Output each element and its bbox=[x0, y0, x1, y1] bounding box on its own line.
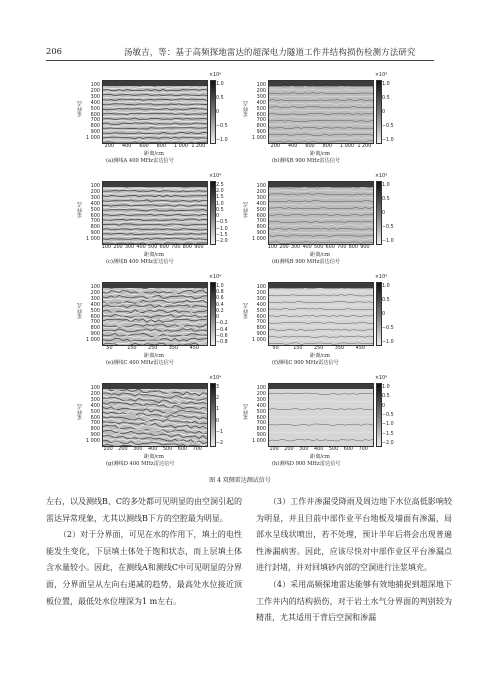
radargram-plot bbox=[102, 383, 208, 447]
x-tick-label: 150 bbox=[127, 345, 137, 351]
y-tick-label: 200 bbox=[256, 289, 266, 296]
colorbar-tick-label: −0.5 bbox=[382, 225, 394, 230]
x-tick-label: 100 bbox=[269, 446, 279, 452]
x-tick-label: 200 bbox=[284, 446, 294, 452]
y-tick-label: 300 bbox=[256, 194, 266, 201]
colorbar-tick-label: −1.0 bbox=[382, 422, 394, 428]
radar-panel-c bbox=[76, 171, 236, 271]
colorbar-tick-label: 0.5 bbox=[216, 207, 224, 213]
x-tick-label: 250 bbox=[314, 345, 324, 351]
y-tick-label: 500 bbox=[256, 307, 266, 314]
y-axis-label: 采样点 bbox=[77, 303, 83, 319]
colorbar-tick-label: 1.0 bbox=[216, 201, 224, 207]
x-tick-label: 900 bbox=[360, 244, 370, 250]
y-tick-label: 900 bbox=[256, 331, 266, 338]
radargram-image bbox=[103, 283, 207, 345]
header-rule bbox=[46, 60, 434, 61]
x-tick-label: 500 bbox=[162, 446, 173, 452]
colorbar-exponent: ×10⁴ bbox=[209, 174, 222, 179]
colorbar-tick-label: 0 bbox=[382, 110, 386, 115]
colorbar-tick-label: 2.0 bbox=[216, 189, 224, 195]
y-tick-label: 1 000 bbox=[251, 337, 266, 344]
x-tick-label: 500 bbox=[328, 446, 339, 452]
y-tick-label: 600 bbox=[90, 313, 100, 320]
colorbar-tick-label: −0.8 bbox=[216, 340, 228, 345]
y-tick-label: 500 bbox=[256, 408, 266, 415]
y-tick-label: 1 000 bbox=[251, 236, 266, 243]
y-tick-label: 500 bbox=[90, 307, 100, 314]
colorbar-tick-label: −0.2 bbox=[216, 321, 228, 327]
x-axis-label: 距离/cm bbox=[310, 151, 330, 157]
y-tick-label: 900 bbox=[256, 129, 266, 136]
colorbar-exponent: ×10⁴ bbox=[375, 376, 388, 381]
y-axis-label: 采样点 bbox=[77, 101, 83, 117]
y-tick-label: 400 bbox=[256, 99, 266, 106]
x-tick-label: 800 bbox=[156, 143, 166, 149]
x-tick-label: 50 bbox=[106, 345, 113, 351]
panel-caption: (c)测线B 400 MHz雷达信号 bbox=[106, 259, 174, 265]
colorbar-tick-label: 1.0 bbox=[382, 284, 390, 289]
radargram-plot bbox=[268, 181, 374, 245]
x-axis-label: 距离/cm bbox=[144, 151, 164, 157]
paragraph: （2）对于分界面，可见在水的作用下，填土的电性能发生变化，下层填土体处于饱和状态，而上层填土体含水量较小。因此，在测线A和测线C中可见明显的分界面，分界面呈从左向右递减的趋势，最高处水位接近顶板位置，最低处水位埋深为1 m左右。 bbox=[46, 530, 242, 606]
colorbar-tick-label: −1.0 bbox=[382, 138, 394, 143]
colorbar-tick-label: 0 bbox=[216, 110, 220, 115]
colorbar-tick-label: 0 bbox=[382, 403, 386, 409]
y-tick-label: 100 bbox=[90, 284, 100, 290]
x-tick-label: 600 bbox=[177, 446, 188, 452]
colorbar-tick-label: −1.0 bbox=[382, 340, 394, 345]
y-tick-label: 1 000 bbox=[251, 438, 266, 445]
x-tick-label: 700 bbox=[337, 244, 347, 250]
x-tick-label: 600 bbox=[159, 244, 169, 250]
y-tick-label: 200 bbox=[256, 390, 266, 397]
colorbar-tick-label: 0.5 bbox=[382, 96, 390, 101]
x-tick-label: 300 bbox=[124, 244, 135, 250]
radargram-image bbox=[103, 182, 207, 244]
y-tick-label: 200 bbox=[90, 289, 100, 296]
x-tick-label: 150 bbox=[293, 345, 303, 351]
y-tick-label: 400 bbox=[90, 301, 100, 308]
radar-panel-g bbox=[76, 373, 236, 473]
panel-caption: (d)测线B 900 MHz雷达信号 bbox=[272, 259, 341, 265]
y-tick-label: 300 bbox=[90, 194, 100, 201]
y-tick-label: 800 bbox=[256, 224, 266, 231]
y-tick-label: 1 000 bbox=[85, 337, 100, 344]
x-tick-label: 400 bbox=[288, 143, 298, 149]
radargram-image bbox=[269, 384, 373, 446]
y-tick-label: 800 bbox=[256, 325, 266, 332]
radar-panel-f bbox=[242, 272, 402, 372]
y-tick-label: 700 bbox=[256, 420, 266, 427]
y-tick-label: 300 bbox=[256, 396, 266, 403]
y-axis-label: 采样点 bbox=[243, 202, 249, 218]
x-tick-label: 450 bbox=[355, 345, 365, 351]
y-tick-label: 700 bbox=[90, 117, 100, 124]
panel-caption: (b)测线B 900 MHz雷达信号 bbox=[272, 158, 341, 164]
x-tick-label: 700 bbox=[358, 446, 368, 452]
x-tick-label: 200 bbox=[279, 244, 289, 250]
paragraph: （3）工作井渗漏受降雨及周边地下水位高低影响较为明显，并且目前中部作业平台地板及墙面有渗漏，局部水呈线状喷出，若不处理，预计半年后将会出现普遍性渗漏病害。因此，应该尽快对中部作业区平台渗漏点进行封堵，并对回填砂内部的空洞进行注浆填充。 bbox=[256, 497, 452, 573]
colorbar-tick-label: 1.0 bbox=[382, 183, 390, 188]
colorbar-tick-label: −1.0 bbox=[216, 138, 228, 143]
y-tick-label: 800 bbox=[90, 325, 100, 332]
y-tick-label: 100 bbox=[256, 183, 266, 189]
colorbar-tick-label: −1 bbox=[216, 429, 224, 435]
y-tick-label: 500 bbox=[256, 206, 266, 213]
colorbar-tick-label: 0 bbox=[216, 418, 220, 424]
colorbar-tick-label: 0.5 bbox=[382, 394, 390, 400]
panel-caption: (g)测线D 400 MHz雷达信号 bbox=[106, 461, 175, 467]
colorbar-exponent: ×10⁴ bbox=[209, 73, 222, 78]
colorbar-tick-label: 0.2 bbox=[216, 308, 224, 314]
radargram-plot bbox=[268, 282, 374, 346]
y-tick-label: 600 bbox=[90, 414, 100, 421]
x-tick-label: 350 bbox=[168, 345, 179, 351]
colorbar-tick-label: 0.5 bbox=[382, 197, 390, 202]
y-tick-label: 1 000 bbox=[85, 135, 100, 142]
y-tick-label: 100 bbox=[256, 82, 266, 88]
x-tick-label: 1 200 bbox=[191, 143, 206, 149]
radar-panel-e bbox=[76, 272, 236, 372]
x-tick-label: 400 bbox=[136, 244, 146, 250]
panel-caption: (f)测线C 900 MHz雷达信号 bbox=[272, 360, 339, 366]
colorbar-tick-label: 1.0 bbox=[382, 82, 390, 87]
radargram-image bbox=[269, 283, 373, 345]
y-tick-label: 900 bbox=[256, 230, 266, 237]
colorbar bbox=[210, 383, 216, 447]
colorbar-tick-label: 1 bbox=[216, 407, 220, 413]
y-tick-label: 300 bbox=[256, 295, 266, 302]
y-tick-label: 400 bbox=[256, 402, 266, 409]
y-tick-label: 600 bbox=[256, 111, 266, 118]
y-tick-label: 100 bbox=[256, 385, 266, 391]
colorbar-tick-label: 1.0 bbox=[382, 385, 390, 390]
y-tick-label: 500 bbox=[90, 105, 100, 112]
y-tick-label: 400 bbox=[90, 99, 100, 106]
y-tick-label: 1 000 bbox=[251, 135, 266, 142]
y-tick-label: 500 bbox=[90, 206, 100, 213]
x-tick-label: 400 bbox=[302, 244, 312, 250]
colorbar-exponent: ×10⁴ bbox=[209, 376, 222, 381]
colorbar-tick-label: −1.5 bbox=[216, 232, 228, 238]
x-tick-label: 400 bbox=[148, 446, 158, 452]
radargram-image bbox=[103, 81, 207, 143]
colorbar-tick-label: −0.5 bbox=[382, 326, 394, 331]
x-tick-label: 300 bbox=[290, 244, 301, 250]
x-tick-label: 1 000 bbox=[174, 143, 189, 149]
y-tick-label: 900 bbox=[90, 129, 100, 136]
y-tick-label: 500 bbox=[90, 408, 100, 415]
colorbar-tick-label: −2.0 bbox=[382, 441, 394, 446]
x-tick-label: 200 bbox=[270, 143, 280, 149]
y-tick-label: 800 bbox=[256, 123, 266, 130]
x-axis-label: 距离/cm bbox=[310, 454, 330, 460]
radargram-plot bbox=[102, 282, 208, 346]
colorbar-tick-label: −0.5 bbox=[382, 413, 394, 418]
x-tick-label: 100 bbox=[101, 244, 112, 250]
x-tick-label: 100 bbox=[103, 446, 113, 452]
radargram-plot bbox=[102, 181, 208, 245]
y-tick-label: 700 bbox=[90, 420, 100, 427]
x-tick-label: 200 bbox=[113, 244, 123, 250]
x-tick-label: 300 bbox=[299, 446, 309, 452]
y-tick-label: 800 bbox=[90, 426, 100, 433]
x-axis-label: 距离/cm bbox=[144, 454, 164, 460]
colorbar-tick-label: 0 bbox=[216, 315, 220, 321]
x-tick-label: 600 bbox=[139, 143, 149, 149]
x-tick-label: 700 bbox=[192, 446, 202, 452]
colorbar-tick-label: −0.5 bbox=[216, 220, 228, 226]
y-tick-label: 200 bbox=[90, 87, 100, 94]
x-tick-label: 250 bbox=[148, 345, 158, 351]
y-tick-label: 300 bbox=[90, 93, 100, 100]
radar-panel-a bbox=[76, 70, 236, 170]
y-tick-label: 700 bbox=[90, 319, 100, 326]
x-tick-label: 600 bbox=[343, 446, 354, 452]
radar-panel-h bbox=[242, 373, 402, 473]
x-tick-label: 1 000 bbox=[340, 143, 355, 149]
x-tick-label: 1 200 bbox=[357, 143, 372, 149]
paragraph: 左右，以及测线B、C的多处都可见明显的由空洞引起的雷达异常现象，尤其以测线B下方的空腔最为明显。 bbox=[46, 497, 242, 523]
y-tick-label: 1 000 bbox=[85, 438, 100, 445]
y-tick-label: 300 bbox=[256, 93, 266, 100]
x-tick-label: 500 bbox=[148, 244, 158, 250]
y-tick-label: 100 bbox=[90, 183, 100, 189]
y-axis-label: 采样点 bbox=[243, 303, 249, 319]
panel-caption: (h)测线D 900 MHz雷达信号 bbox=[272, 461, 341, 467]
colorbar-tick-label: 3 bbox=[216, 385, 220, 390]
x-tick-label: 200 bbox=[104, 143, 114, 149]
colorbar-tick-label: −2 bbox=[216, 441, 224, 446]
colorbar-tick-label: −1.0 bbox=[382, 239, 394, 244]
x-tick-label: 600 bbox=[325, 244, 335, 250]
radargram-image bbox=[103, 384, 207, 446]
colorbar-tick-label: 0.8 bbox=[216, 290, 224, 296]
body-column-right bbox=[256, 494, 452, 627]
y-tick-label: 300 bbox=[90, 295, 100, 302]
colorbar-tick-label: 0.5 bbox=[216, 96, 224, 101]
y-tick-label: 900 bbox=[256, 432, 266, 439]
colorbar-tick-label: −1.5 bbox=[382, 431, 394, 437]
y-axis-label: 采样点 bbox=[243, 404, 249, 420]
y-tick-label: 200 bbox=[256, 188, 266, 195]
y-axis-label: 采样点 bbox=[77, 404, 83, 420]
x-tick-label: 300 bbox=[133, 446, 143, 452]
colorbar-tick-label: 2.5 bbox=[216, 183, 224, 188]
y-tick-label: 600 bbox=[256, 414, 266, 421]
colorbar-tick-label: 1.5 bbox=[216, 195, 224, 201]
radargram-image bbox=[269, 81, 373, 143]
y-tick-label: 500 bbox=[256, 105, 266, 112]
y-tick-label: 800 bbox=[90, 123, 100, 130]
radargram-plot bbox=[268, 383, 374, 447]
y-tick-label: 600 bbox=[90, 111, 100, 118]
y-tick-label: 300 bbox=[90, 396, 100, 403]
x-axis-label: 距离/cm bbox=[310, 353, 330, 359]
y-tick-label: 100 bbox=[90, 82, 100, 88]
running-head: 汤敏吉，等：基于高频探地雷达的超深电力隧道工作井结构损伤检测方法研究 bbox=[124, 47, 416, 57]
y-tick-label: 900 bbox=[90, 230, 100, 237]
y-tick-label: 700 bbox=[90, 218, 100, 225]
radar-panel-d bbox=[242, 171, 402, 271]
colorbar-tick-label: −1.0 bbox=[216, 226, 228, 232]
y-tick-label: 200 bbox=[90, 390, 100, 397]
y-tick-label: 200 bbox=[256, 87, 266, 94]
x-tick-label: 800 bbox=[322, 143, 332, 149]
colorbar-tick-label: 1.0 bbox=[216, 284, 224, 289]
colorbar-tick-label: 0 bbox=[382, 312, 386, 317]
colorbar-tick-label: −0.5 bbox=[216, 124, 228, 129]
y-tick-label: 800 bbox=[90, 224, 100, 231]
x-tick-label: 50 bbox=[272, 345, 279, 351]
x-tick-label: 350 bbox=[334, 345, 345, 351]
y-tick-label: 600 bbox=[90, 212, 100, 219]
x-axis-label: 距离/cm bbox=[310, 252, 330, 258]
y-tick-label: 600 bbox=[256, 313, 266, 320]
y-tick-label: 400 bbox=[256, 301, 266, 308]
radargram-plot bbox=[268, 80, 374, 144]
y-tick-label: 700 bbox=[256, 117, 266, 124]
colorbar-tick-label: −0.6 bbox=[216, 333, 228, 339]
figure-caption: 图 4 双侧雷达测试信号 bbox=[209, 477, 271, 484]
y-tick-label: 900 bbox=[90, 331, 100, 338]
y-tick-label: 700 bbox=[256, 218, 266, 225]
y-tick-label: 100 bbox=[90, 385, 100, 391]
colorbar-exponent: ×10⁴ bbox=[209, 275, 222, 280]
colorbar-tick-label: 2 bbox=[216, 396, 220, 402]
radar-panel-b bbox=[242, 70, 402, 170]
colorbar-exponent: ×10⁴ bbox=[375, 275, 388, 280]
y-tick-label: 400 bbox=[90, 402, 100, 409]
y-tick-label: 600 bbox=[256, 212, 266, 219]
colorbar-tick-label: 0.4 bbox=[216, 302, 224, 308]
panel-caption: (e)测线C 400 MHz雷达信号 bbox=[106, 360, 174, 366]
colorbar-tick-label: −0.5 bbox=[382, 124, 394, 129]
x-tick-label: 900 bbox=[194, 244, 204, 250]
colorbar-tick-label: 0.6 bbox=[216, 296, 224, 302]
y-tick-label: 100 bbox=[256, 284, 266, 290]
colorbar-tick-label: 0.5 bbox=[382, 298, 390, 303]
page-header bbox=[46, 46, 434, 60]
y-tick-label: 700 bbox=[256, 319, 266, 326]
page-number: 206 bbox=[46, 46, 62, 56]
x-tick-label: 600 bbox=[305, 143, 315, 149]
y-tick-label: 800 bbox=[256, 426, 266, 433]
x-tick-label: 800 bbox=[182, 244, 192, 250]
radargram-plot bbox=[102, 80, 208, 144]
x-tick-label: 200 bbox=[118, 446, 128, 452]
colorbar-exponent: ×10⁴ bbox=[375, 73, 388, 78]
y-tick-label: 200 bbox=[90, 188, 100, 195]
y-tick-label: 400 bbox=[90, 200, 100, 207]
y-axis-label: 采样点 bbox=[243, 101, 249, 117]
x-tick-label: 400 bbox=[122, 143, 132, 149]
x-tick-label: 450 bbox=[189, 345, 199, 351]
body-column-left bbox=[46, 494, 242, 610]
colorbar-tick-label: −0.4 bbox=[216, 327, 228, 333]
y-tick-label: 1 000 bbox=[85, 236, 100, 243]
x-tick-label: 700 bbox=[171, 244, 181, 250]
colorbar-tick-label: −2.0 bbox=[216, 239, 228, 244]
colorbar-tick-label: 0 bbox=[382, 211, 386, 216]
x-tick-label: 500 bbox=[314, 244, 324, 250]
colorbar-tick-label: 0 bbox=[216, 214, 220, 220]
y-axis-label: 采样点 bbox=[77, 202, 83, 218]
x-tick-label: 800 bbox=[348, 244, 358, 250]
radar-figure bbox=[76, 70, 396, 474]
colorbar-exponent: ×10⁴ bbox=[375, 174, 388, 179]
y-tick-label: 900 bbox=[90, 432, 100, 439]
x-axis-label: 距离/cm bbox=[144, 252, 164, 258]
x-tick-label: 400 bbox=[314, 446, 324, 452]
y-tick-label: 400 bbox=[256, 200, 266, 207]
x-axis-label: 距离/cm bbox=[144, 353, 164, 359]
paragraph: （4）采用高频探地雷达能够有效地捕捉到超深地下工作井内的结构损伤，对于岩土水气分界面的判别较为精准，尤其适用于背后空洞和渗漏 bbox=[256, 579, 452, 623]
x-tick-label: 100 bbox=[267, 244, 278, 250]
colorbar-tick-label: 1.0 bbox=[216, 82, 224, 87]
panel-caption: (a)测线A 400 MHz雷达信号 bbox=[106, 158, 174, 164]
radargram-image bbox=[269, 182, 373, 244]
